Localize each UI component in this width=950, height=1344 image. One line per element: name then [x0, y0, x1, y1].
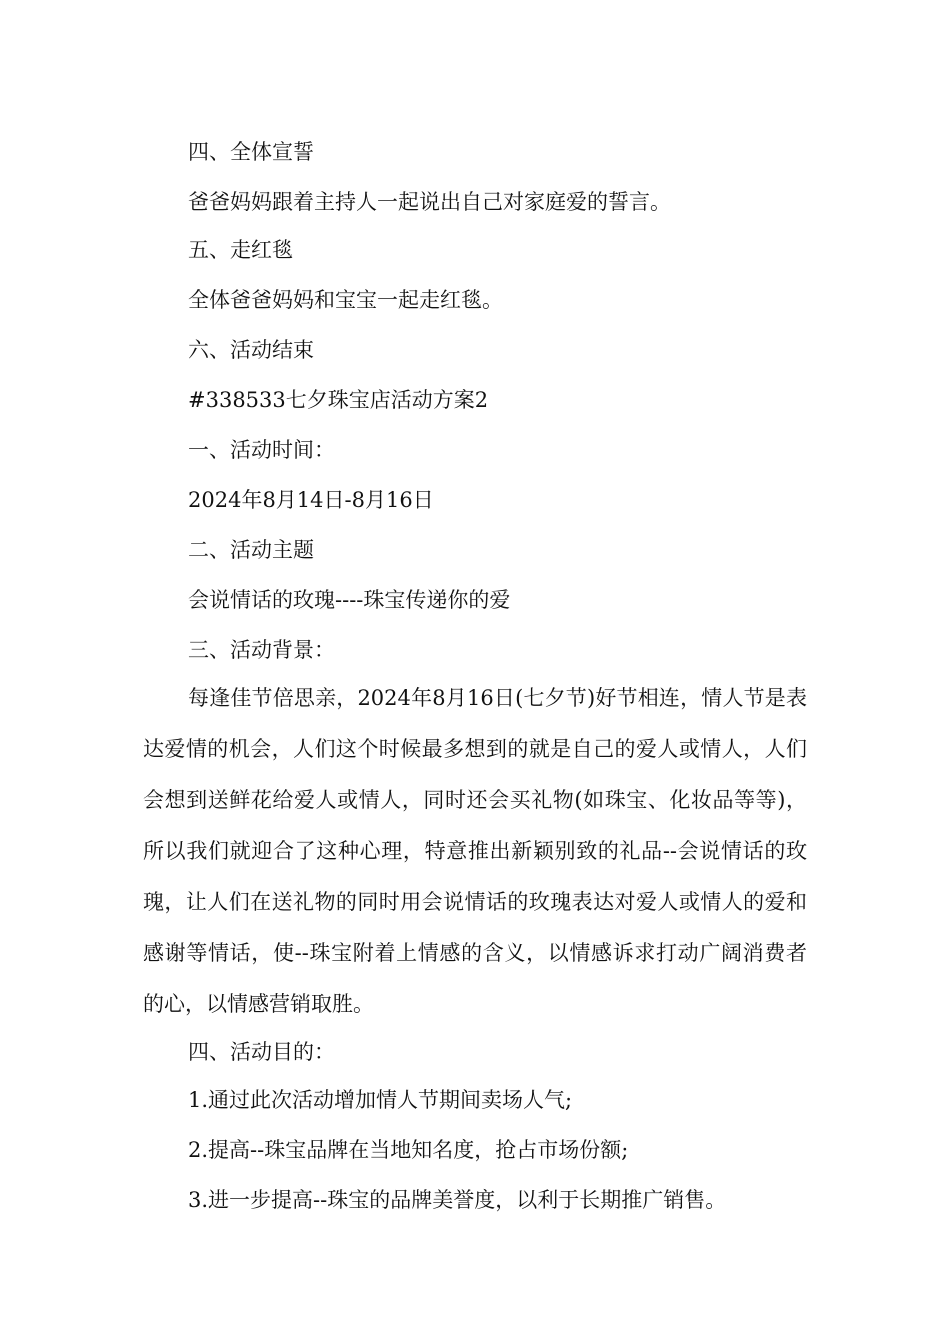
goal-item: 3.进一步提高--珠宝的品牌美誉度，以利于长期推广销售。	[188, 1188, 727, 1212]
plan-title: #338533七夕珠宝店活动方案2	[188, 388, 489, 412]
theme-text: 会说情话的玫瑰----珠宝传递你的爱	[188, 588, 511, 612]
goal-item: 2.提高--珠宝品牌在当地知名度，抢占市场份额;	[188, 1138, 629, 1162]
background-paragraph: 每逢佳节倍思亲，2024年8月16日(七夕节)好节相连，情人节是表达爱情的机会，人们这个时候最多想到的就是自己的爱人或情人，人们会想到送鲜花给爱人或情人，同时还会买礼物(如珠宝、化妆品等等)，所以我们就迎合了这种心理，特意推出新颖别致的礼品--会说情话的玫瑰，让人们在送礼物的同时用会说情话的玫瑰表达对爱人或情人的爱和感谢等情话，使--珠宝附着上情感的含义，以情感诉求打动广阔消费者的心，以情感营销取胜。	[143, 686, 807, 1016]
section-heading-end: 六、活动结束	[188, 338, 314, 362]
section-heading-theme: 二、活动主题	[188, 538, 314, 562]
activity-date: 2024年8月14日-8月16日	[188, 488, 434, 512]
section-heading-goals: 四、活动目的：	[188, 1040, 335, 1064]
section-heading-background: 三、活动背景：	[188, 638, 335, 662]
goal-item: 1.通过此次活动增加情人节期间卖场人气;	[188, 1088, 573, 1112]
section-heading-red-carpet: 五、走红毯	[188, 238, 293, 262]
section-heading-oath: 四、全体宣誓	[188, 140, 314, 164]
red-carpet-text: 全体爸爸妈妈和宝宝一起走红毯。	[188, 288, 503, 312]
oath-text: 爸爸妈妈跟着主持人一起说出自己对家庭爱的誓言。	[188, 190, 671, 214]
section-heading-time: 一、活动时间：	[188, 438, 335, 462]
